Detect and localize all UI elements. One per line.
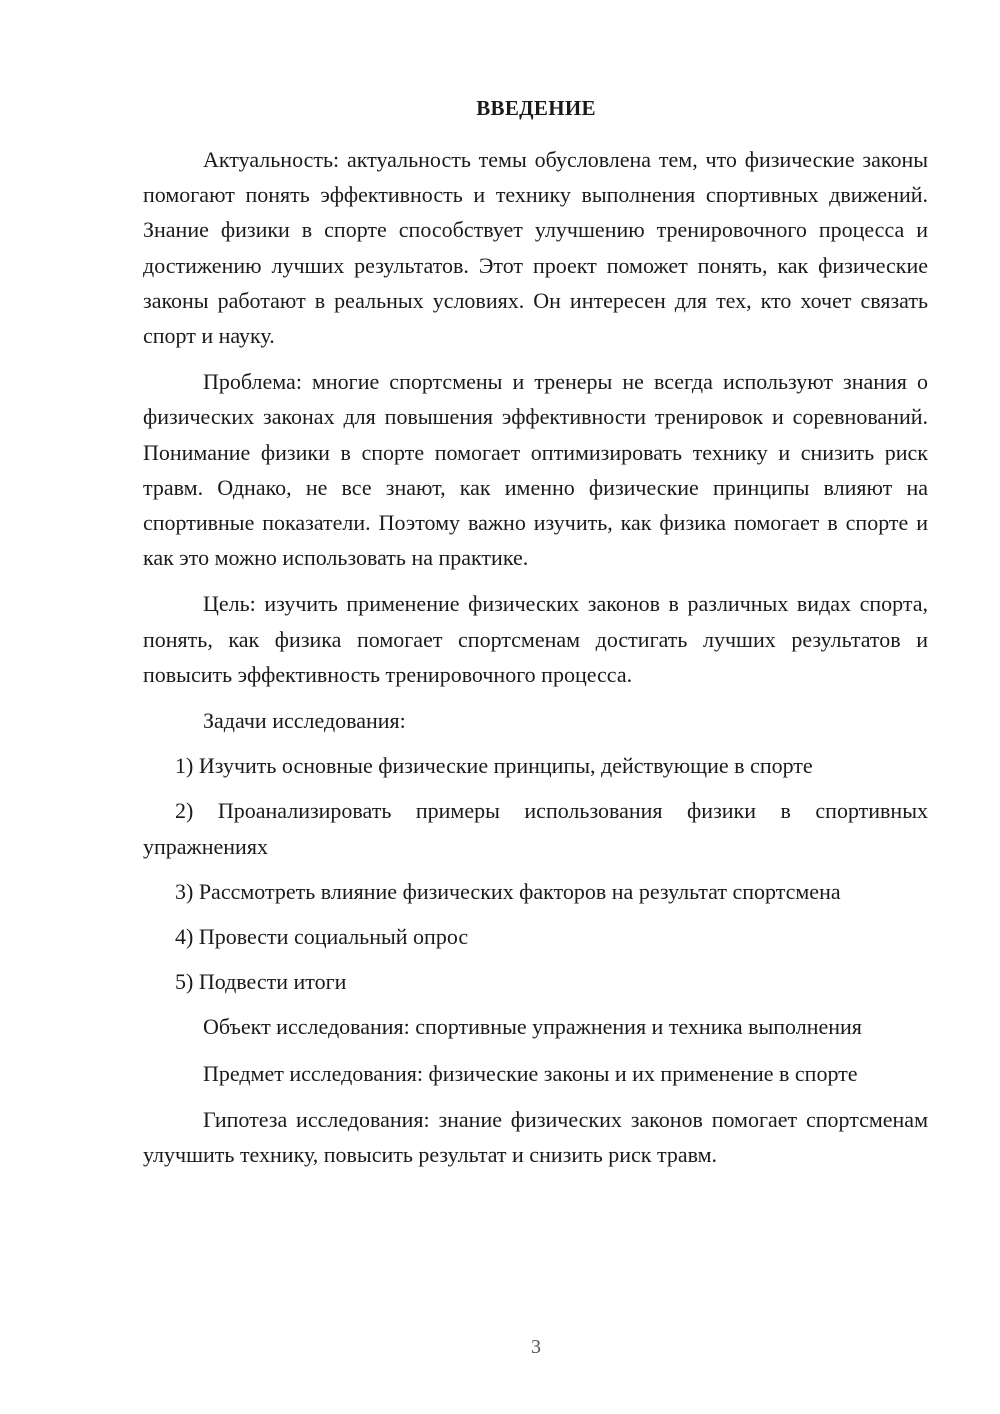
- object-paragraph: Объект исследования: спортивные упражнения и техника выполнения: [203, 1014, 862, 1040]
- document-body: [143, 142, 928, 1172]
- goal-paragraph: Цель: изучить применение физических законов в различных видах спорта, понять, как физика помогает спортсменам достигать лучших результатов и повысить эффективность тренировочного процесса.: [143, 591, 928, 687]
- problem-paragraph: Проблема: многие спортсмены и тренеры не всегда используют знания о физических законах для повышения эффективности тренировок и соревнований. Понимание физики в спорте помогает оптимизировать технику и снизить риск травм. Однако, не все знают, как именно физические принципы влияют на спортивные показатели. Поэтому важно изучить, как физика помогает в спорте и как это можно использовать на практике.: [143, 369, 928, 571]
- tasks-heading: Задачи исследования:: [203, 708, 406, 734]
- page-number: 3: [531, 1336, 541, 1358]
- subject-paragraph: Предмет исследования: физические законы и их применение в спорте: [203, 1060, 858, 1086]
- hypothesis-paragraph: Гипотеза исследования: знание физических законов помогает спортсменам улучшить технику, повысить результат и снизить риск травм.: [143, 1106, 928, 1168]
- page-title: ВВЕДЕНИЕ: [476, 96, 596, 120]
- relevance-paragraph: Актуальность: актуальность темы обусловлена тем, что физические законы помогают понять эффективность и технику выполнения спортивных движений. Знание физики в спорте способствует улучшению тренировочного процесса и достижению лучших результатов. Этот проект поможет понять, как физические законы работают в реальных условиях. Он интересен для тех, кто хочет связать спорт и науку.: [143, 147, 928, 349]
- task-item-4: 4) Провести социальный опрос: [175, 924, 469, 950]
- task-item-3: 3) Рассмотреть влияние физических факторов на результат спортсмена: [175, 878, 841, 904]
- task-item-5: 5) Подвести итоги: [175, 969, 347, 995]
- task-item-1: 1) Изучить основные физические принципы, действующие в спорте: [175, 753, 813, 779]
- task-item-2: 2) Проанализировать примеры использования физики в спортивных упражнениях: [143, 798, 928, 859]
